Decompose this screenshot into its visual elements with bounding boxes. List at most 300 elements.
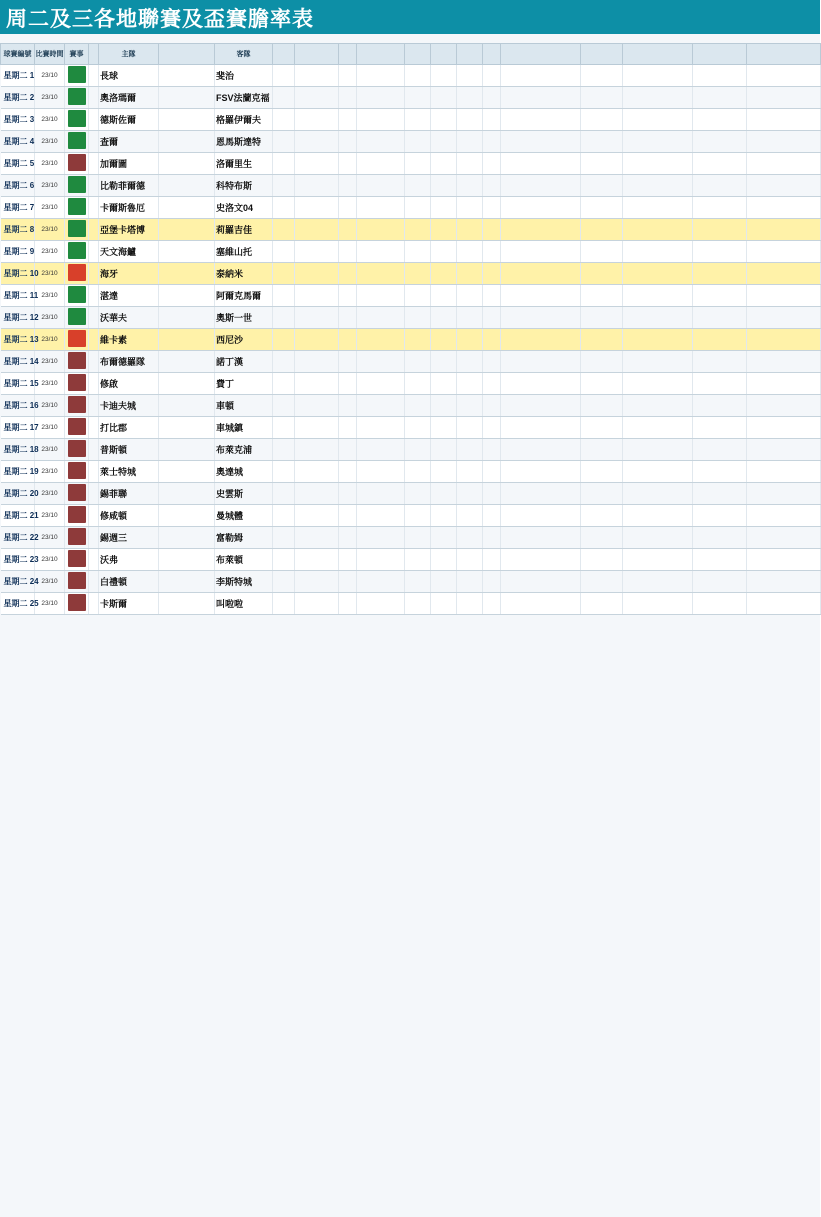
data-cell [581, 395, 623, 417]
table-row[interactable] [1, 351, 821, 373]
data-cell [693, 461, 747, 483]
data-cell [431, 153, 457, 175]
data-cell [501, 571, 581, 593]
data-cell [357, 285, 405, 307]
data-cell [405, 549, 431, 571]
table-row[interactable] [1, 571, 821, 593]
data-cell [405, 263, 431, 285]
data-cell [623, 549, 693, 571]
data-cell [273, 263, 295, 285]
data-cell [405, 197, 431, 219]
data-cell [747, 241, 821, 263]
data-cell [483, 263, 501, 285]
data-cell [693, 395, 747, 417]
data-cell [581, 153, 623, 175]
match-time: 23/10 [35, 263, 65, 285]
home-team: 德斯佐爾 [99, 109, 159, 131]
match-time: 23/10 [35, 197, 65, 219]
league-cell [65, 175, 89, 197]
data-cell [581, 65, 623, 87]
data-cell [623, 439, 693, 461]
data-cell [273, 219, 295, 241]
data-cell [581, 461, 623, 483]
page-title: 周二及三各地聯賽及盃賽膽率表 [6, 8, 314, 31]
data-cell [483, 329, 501, 351]
data-cell [693, 219, 747, 241]
home-odds [159, 241, 215, 263]
away-team: 史雲斯 [215, 483, 273, 505]
data-cell [501, 373, 581, 395]
data-cell [295, 153, 339, 175]
data-cell [357, 483, 405, 505]
away-team: 車頓 [215, 395, 273, 417]
data-cell [273, 87, 295, 109]
data-cell [483, 307, 501, 329]
data-cell [581, 307, 623, 329]
data-cell [623, 87, 693, 109]
table-row[interactable] [1, 241, 821, 263]
home-odds [159, 549, 215, 571]
data-cell [483, 505, 501, 527]
data-cell [273, 527, 295, 549]
league-badge [68, 286, 86, 303]
data-cell [431, 395, 457, 417]
data-cell [273, 153, 295, 175]
data-cell [501, 461, 581, 483]
spacer-cell [89, 483, 99, 505]
league-badge [68, 242, 86, 259]
table-row[interactable] [1, 65, 821, 87]
league-badge [68, 88, 86, 105]
data-cell [431, 131, 457, 153]
data-cell [273, 351, 295, 373]
table-row[interactable] [1, 175, 821, 197]
home-team: 布爾德羅隊 [99, 351, 159, 373]
data-cell [623, 483, 693, 505]
league-cell [65, 417, 89, 439]
data-cell [501, 307, 581, 329]
league-badge [68, 440, 86, 457]
data-cell [357, 87, 405, 109]
home-odds [159, 175, 215, 197]
data-cell [483, 417, 501, 439]
data-cell [457, 549, 483, 571]
data-cell [431, 549, 457, 571]
match-code: 星期二 13 [1, 329, 35, 351]
home-team: 卡迪夫城 [99, 395, 159, 417]
column-header [581, 44, 623, 65]
home-team: 長球 [99, 65, 159, 87]
data-cell [483, 175, 501, 197]
data-cell [405, 417, 431, 439]
column-header [339, 44, 357, 65]
data-cell [623, 109, 693, 131]
match-code: 星期二 8 [1, 219, 35, 241]
table-row[interactable] [1, 263, 821, 285]
home-team: 卡爾斯魯厄 [99, 197, 159, 219]
data-cell [581, 219, 623, 241]
league-badge [68, 528, 86, 545]
league-badge [68, 484, 86, 501]
away-team: 恩馬斯達特 [215, 131, 273, 153]
table-row[interactable] [1, 87, 821, 109]
data-cell [357, 593, 405, 615]
table-row[interactable] [1, 483, 821, 505]
data-cell [457, 329, 483, 351]
table-row[interactable] [1, 417, 821, 439]
match-time: 23/10 [35, 329, 65, 351]
data-cell [501, 153, 581, 175]
league-cell [65, 461, 89, 483]
data-cell [273, 175, 295, 197]
league-cell [65, 329, 89, 351]
data-cell [581, 87, 623, 109]
data-cell [273, 197, 295, 219]
column-header: 比賽時間 [35, 44, 65, 65]
table-row[interactable] [1, 307, 821, 329]
away-team: 莉羅吉佳 [215, 219, 273, 241]
data-cell [339, 87, 357, 109]
league-cell [65, 351, 89, 373]
data-cell [431, 571, 457, 593]
away-team: 奧達城 [215, 461, 273, 483]
data-cell [273, 417, 295, 439]
data-cell [431, 197, 457, 219]
spacer-cell [89, 395, 99, 417]
data-cell [405, 439, 431, 461]
home-odds [159, 65, 215, 87]
match-code: 星期二 2 [1, 87, 35, 109]
data-cell [581, 263, 623, 285]
data-cell [357, 153, 405, 175]
home-team: 修啟 [99, 373, 159, 395]
match-code: 星期二 17 [1, 417, 35, 439]
data-cell [747, 549, 821, 571]
away-team: 諾丁漢 [215, 351, 273, 373]
match-time: 23/10 [35, 439, 65, 461]
match-code: 星期二 15 [1, 373, 35, 395]
league-cell [65, 483, 89, 505]
data-cell [357, 131, 405, 153]
data-cell [273, 571, 295, 593]
table-row[interactable] [1, 593, 821, 615]
data-cell [581, 549, 623, 571]
away-team: 布萊克浦 [215, 439, 273, 461]
data-cell [295, 439, 339, 461]
data-cell [693, 417, 747, 439]
data-cell [501, 87, 581, 109]
table-row[interactable] [1, 285, 821, 307]
data-cell [747, 461, 821, 483]
data-cell [457, 351, 483, 373]
data-cell [357, 65, 405, 87]
data-cell [357, 219, 405, 241]
home-team: 錫菲聯 [99, 483, 159, 505]
data-cell [357, 109, 405, 131]
data-cell [405, 153, 431, 175]
data-cell [483, 549, 501, 571]
data-cell [693, 307, 747, 329]
data-cell [357, 395, 405, 417]
match-code: 星期二 22 [1, 527, 35, 549]
table-row[interactable] [1, 109, 821, 131]
data-cell [693, 175, 747, 197]
match-code: 星期二 3 [1, 109, 35, 131]
league-badge [68, 132, 86, 149]
column-header [457, 44, 483, 65]
data-cell [581, 131, 623, 153]
table-row[interactable] [1, 219, 821, 241]
data-cell [431, 373, 457, 395]
table-row[interactable] [1, 461, 821, 483]
match-code: 星期二 20 [1, 483, 35, 505]
data-cell [295, 175, 339, 197]
column-header: 賽事 [65, 44, 89, 65]
data-cell [405, 571, 431, 593]
match-time: 23/10 [35, 395, 65, 417]
table-row[interactable] [1, 153, 821, 175]
spacer-cell [89, 175, 99, 197]
home-team: 天文海鱸 [99, 241, 159, 263]
data-cell [357, 549, 405, 571]
data-cell [357, 527, 405, 549]
match-time: 23/10 [35, 571, 65, 593]
column-header [89, 44, 99, 65]
match-time: 23/10 [35, 65, 65, 87]
home-team: 沃華夫 [99, 307, 159, 329]
data-cell [431, 65, 457, 87]
league-cell [65, 285, 89, 307]
data-cell [483, 131, 501, 153]
data-cell [581, 527, 623, 549]
data-cell [295, 395, 339, 417]
data-cell [339, 527, 357, 549]
data-cell [501, 505, 581, 527]
table-row[interactable] [1, 439, 821, 461]
data-cell [581, 593, 623, 615]
data-cell [693, 505, 747, 527]
data-cell [747, 593, 821, 615]
data-cell [295, 549, 339, 571]
match-time: 23/10 [35, 109, 65, 131]
data-cell [501, 131, 581, 153]
data-cell [483, 351, 501, 373]
match-time: 23/10 [35, 175, 65, 197]
data-cell [273, 593, 295, 615]
data-cell [623, 417, 693, 439]
data-cell [501, 263, 581, 285]
away-team: 費丁 [215, 373, 273, 395]
data-cell [623, 351, 693, 373]
data-cell [457, 461, 483, 483]
data-cell [457, 175, 483, 197]
table-header-row [1, 44, 821, 65]
spacer-cell [89, 65, 99, 87]
data-cell [623, 241, 693, 263]
data-cell [339, 175, 357, 197]
spacer-cell [89, 417, 99, 439]
table-row[interactable] [1, 549, 821, 571]
data-cell [357, 197, 405, 219]
home-odds [159, 153, 215, 175]
data-cell [483, 87, 501, 109]
data-cell [747, 109, 821, 131]
home-odds [159, 527, 215, 549]
home-odds [159, 395, 215, 417]
data-cell [431, 263, 457, 285]
home-team: 湛達 [99, 285, 159, 307]
data-cell [693, 197, 747, 219]
data-cell [295, 263, 339, 285]
column-header: 主隊 [99, 44, 159, 65]
league-cell [65, 65, 89, 87]
data-cell [339, 351, 357, 373]
data-cell [747, 175, 821, 197]
data-cell [693, 439, 747, 461]
league-cell [65, 263, 89, 285]
data-cell [747, 439, 821, 461]
data-cell [295, 329, 339, 351]
header-banner [0, 0, 820, 34]
data-cell [405, 109, 431, 131]
match-time: 23/10 [35, 351, 65, 373]
column-header [295, 44, 339, 65]
league-badge [68, 506, 86, 523]
data-cell [483, 483, 501, 505]
data-cell [405, 65, 431, 87]
table-row[interactable] [1, 395, 821, 417]
match-code: 星期二 6 [1, 175, 35, 197]
data-cell [581, 483, 623, 505]
home-odds [159, 285, 215, 307]
table-row[interactable] [1, 197, 821, 219]
data-cell [273, 241, 295, 263]
data-cell [405, 131, 431, 153]
home-odds [159, 505, 215, 527]
data-cell [431, 87, 457, 109]
data-cell [747, 307, 821, 329]
data-cell [457, 439, 483, 461]
league-cell [65, 593, 89, 615]
league-badge [68, 572, 86, 589]
data-cell [339, 373, 357, 395]
league-badge [68, 352, 86, 369]
data-cell [457, 241, 483, 263]
table-row[interactable] [1, 505, 821, 527]
home-odds [159, 307, 215, 329]
data-cell [457, 109, 483, 131]
data-cell [693, 153, 747, 175]
data-cell [295, 483, 339, 505]
data-cell [747, 571, 821, 593]
data-cell [431, 307, 457, 329]
spacer-cell [89, 241, 99, 263]
column-header: 球賽編號 [1, 44, 35, 65]
table-row[interactable] [1, 373, 821, 395]
data-cell [431, 351, 457, 373]
data-cell [747, 65, 821, 87]
column-header: 客隊 [215, 44, 273, 65]
spacer-cell [89, 263, 99, 285]
table-row[interactable] [1, 329, 821, 351]
table-row[interactable] [1, 131, 821, 153]
data-cell [273, 65, 295, 87]
home-team: 修咸頓 [99, 505, 159, 527]
home-team: 打比郡 [99, 417, 159, 439]
match-code: 星期二 19 [1, 461, 35, 483]
spacer-cell [89, 153, 99, 175]
league-cell [65, 219, 89, 241]
data-cell [405, 87, 431, 109]
home-team: 白禮頓 [99, 571, 159, 593]
data-cell [501, 395, 581, 417]
home-odds [159, 373, 215, 395]
match-time: 23/10 [35, 417, 65, 439]
spacer-cell [89, 351, 99, 373]
data-cell [581, 351, 623, 373]
data-cell [295, 197, 339, 219]
match-code: 星期二 12 [1, 307, 35, 329]
data-cell [295, 571, 339, 593]
data-cell [457, 417, 483, 439]
home-odds [159, 197, 215, 219]
away-team: 布萊頓 [215, 549, 273, 571]
data-cell [501, 351, 581, 373]
match-code: 星期二 23 [1, 549, 35, 571]
data-cell [357, 329, 405, 351]
table-row[interactable] [1, 527, 821, 549]
data-cell [357, 571, 405, 593]
match-time: 23/10 [35, 131, 65, 153]
data-cell [501, 65, 581, 87]
data-cell [693, 483, 747, 505]
spacer-cell [89, 197, 99, 219]
spacer-cell [89, 549, 99, 571]
data-cell [339, 219, 357, 241]
data-cell [501, 417, 581, 439]
data-cell [693, 549, 747, 571]
data-cell [501, 241, 581, 263]
spacer-cell [89, 593, 99, 615]
home-team: 錫週三 [99, 527, 159, 549]
data-cell [273, 505, 295, 527]
match-code: 星期二 24 [1, 571, 35, 593]
away-team: 車城鎮 [215, 417, 273, 439]
data-cell [501, 593, 581, 615]
league-badge [68, 110, 86, 127]
league-badge [68, 462, 86, 479]
spacer-cell [89, 285, 99, 307]
match-code: 星期二 11 [1, 285, 35, 307]
data-cell [693, 285, 747, 307]
spacer-cell [89, 109, 99, 131]
match-code: 星期二 18 [1, 439, 35, 461]
data-cell [693, 351, 747, 373]
data-cell [295, 285, 339, 307]
data-cell [747, 505, 821, 527]
data-cell [295, 351, 339, 373]
data-cell [295, 373, 339, 395]
data-cell [693, 571, 747, 593]
league-badge [68, 330, 86, 347]
data-cell [483, 241, 501, 263]
data-cell [483, 395, 501, 417]
column-header [501, 44, 581, 65]
data-cell [501, 175, 581, 197]
data-cell [747, 395, 821, 417]
data-cell [457, 285, 483, 307]
data-cell [483, 197, 501, 219]
